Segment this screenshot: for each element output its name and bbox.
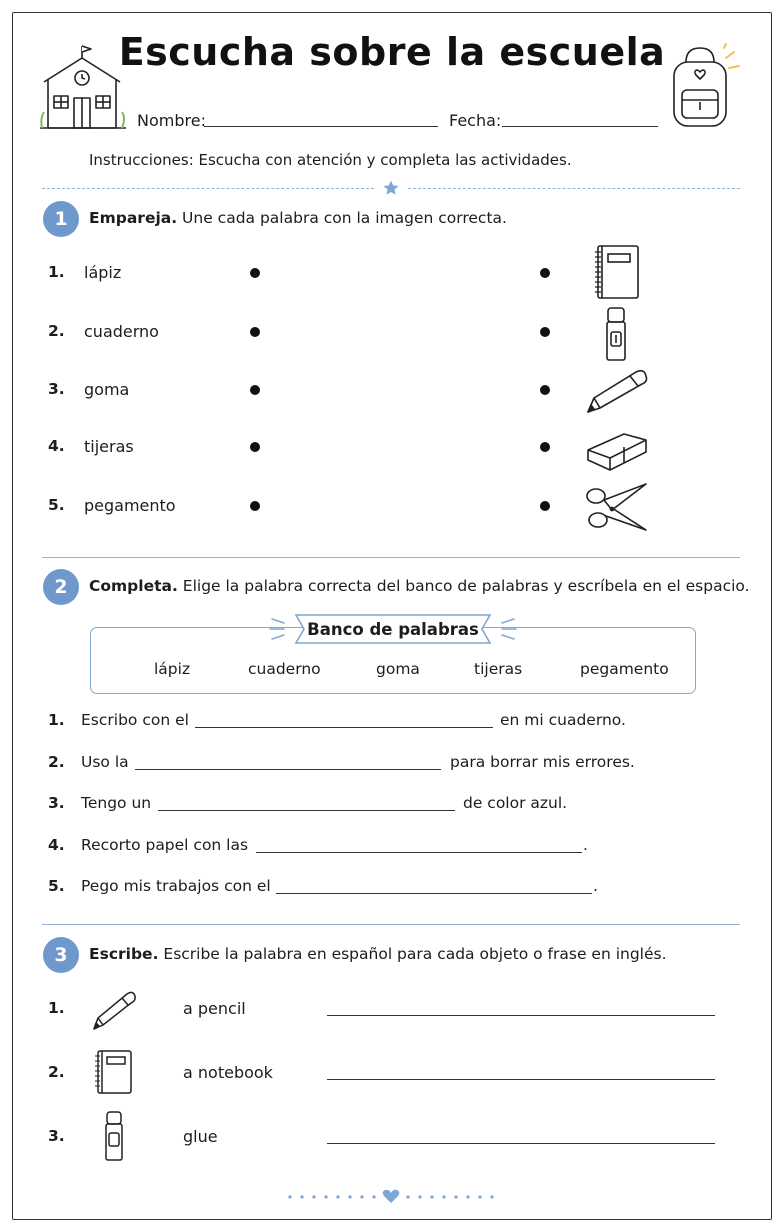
section-1-title: Empareja. Une cada palabra con la imagen correcta.	[89, 209, 507, 227]
match-dot-right[interactable]	[540, 385, 550, 395]
answer-blank[interactable]	[195, 727, 493, 728]
section-divider	[42, 924, 740, 925]
sentence-text: Recorto papel con las	[81, 836, 249, 854]
translation-number: 1.	[48, 999, 65, 1017]
section-2-title: Completa. Elige la palabra correcta del banco de palabras y escríbela en el espacio.	[89, 577, 750, 595]
name-label: Nombre:	[137, 111, 206, 130]
sentence-text: en mi cuaderno.	[500, 711, 626, 729]
scissors-icon	[584, 482, 650, 534]
english-phrase: a pencil	[183, 999, 246, 1018]
match-word: pegamento	[84, 496, 176, 515]
match-number: 1.	[48, 263, 65, 281]
match-dot-right[interactable]	[540, 442, 550, 452]
notebook-icon	[93, 1049, 133, 1095]
answer-blank[interactable]	[276, 893, 592, 894]
section-3-badge: 3	[43, 937, 79, 973]
sentence-text: .	[593, 877, 598, 895]
answer-blank[interactable]	[327, 1143, 715, 1144]
instructions: Instrucciones: Escucha con atención y completa las actividades.	[89, 151, 572, 169]
pencil-icon	[584, 368, 650, 416]
section-3-title: Escribe. Escribe la palabra en español para cada objeto o frase en inglés.	[89, 945, 667, 963]
match-word: goma	[84, 380, 130, 399]
page-title: Escucha sobre la escuela	[118, 30, 666, 74]
answer-blank[interactable]	[256, 852, 582, 853]
sentence-text: Escribo con el	[81, 711, 189, 729]
sentence-text: Tengo un	[81, 794, 152, 812]
bank-word: tijeras	[474, 660, 523, 678]
translation-number: 2.	[48, 1063, 65, 1081]
match-dot-right[interactable]	[540, 327, 550, 337]
footer-ornament	[286, 1188, 496, 1206]
bank-word: lápiz	[154, 660, 191, 678]
school-building-icon	[38, 44, 128, 130]
sentence-text: Pego mis trabajos con el	[81, 877, 271, 895]
bank-word: goma	[376, 660, 420, 678]
translation-number: 3.	[48, 1127, 65, 1145]
match-dot-left[interactable]	[250, 327, 260, 337]
sentence-number: 2.	[48, 753, 65, 771]
star-icon	[382, 179, 400, 197]
bank-word: cuaderno	[248, 660, 321, 678]
section-1-badge: 1	[43, 201, 79, 237]
sentence-number: 5.	[48, 877, 65, 895]
match-word: tijeras	[84, 437, 134, 456]
notebook-icon	[592, 244, 640, 300]
pencil-icon	[91, 990, 137, 1032]
match-number: 4.	[48, 437, 65, 455]
match-dot-left[interactable]	[250, 501, 260, 511]
answer-blank[interactable]	[327, 1015, 715, 1016]
match-word: cuaderno	[84, 322, 159, 341]
sentence-text: para borrar mis errores.	[450, 753, 635, 771]
answer-blank[interactable]	[135, 769, 441, 770]
backpack-icon	[664, 44, 744, 130]
divider-dashed-right	[408, 188, 740, 189]
name-field[interactable]	[204, 126, 438, 127]
sentence-text: .	[583, 836, 588, 854]
date-field[interactable]	[502, 126, 658, 127]
eraser-icon	[584, 428, 650, 472]
english-phrase: a notebook	[183, 1063, 273, 1082]
glue-stick-icon	[604, 306, 628, 362]
match-number: 3.	[48, 380, 65, 398]
divider-dashed-left	[42, 188, 374, 189]
match-dot-right[interactable]	[540, 268, 550, 278]
match-number: 2.	[48, 322, 65, 340]
word-bank-title: Banco de palabras	[307, 620, 479, 639]
match-dot-right[interactable]	[540, 501, 550, 511]
match-word: lápiz	[84, 263, 122, 282]
english-phrase: glue	[183, 1127, 218, 1146]
match-dot-left[interactable]	[250, 442, 260, 452]
answer-blank[interactable]	[327, 1079, 715, 1080]
sentence-text: de color azul.	[463, 794, 568, 812]
section-2-badge: 2	[43, 569, 79, 605]
match-number: 5.	[48, 496, 65, 514]
sentence-number: 3.	[48, 794, 65, 812]
sentence-number: 1.	[48, 711, 65, 729]
glue-stick-icon	[103, 1110, 125, 1162]
sentence-number: 4.	[48, 836, 65, 854]
match-dot-left[interactable]	[250, 268, 260, 278]
match-dot-left[interactable]	[250, 385, 260, 395]
sentence-text: Uso la	[81, 753, 129, 771]
date-label: Fecha:	[449, 111, 502, 130]
answer-blank[interactable]	[158, 810, 455, 811]
section-divider	[42, 557, 740, 558]
bank-word: pegamento	[580, 660, 669, 678]
